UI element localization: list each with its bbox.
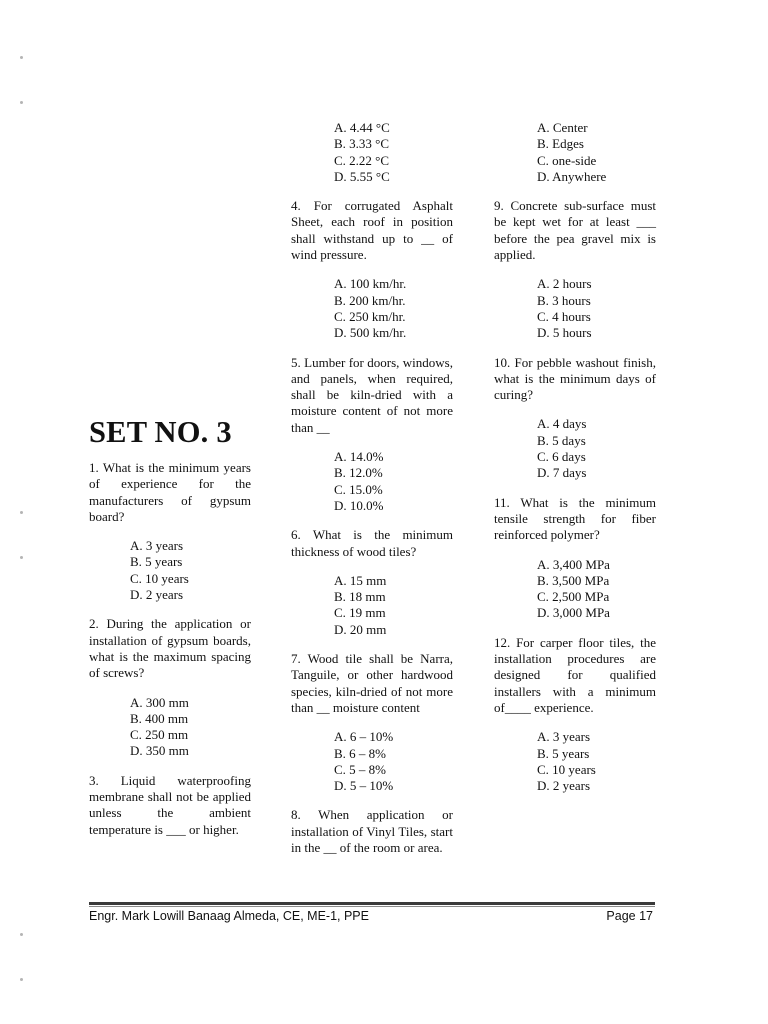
option: C. 250 km/hr. (334, 308, 406, 324)
question-12-options (494, 729, 656, 794)
question-10: 10. For pebble washout finish, what is the minimum days of curing? (494, 354, 656, 403)
question-4-options (291, 276, 453, 341)
option: B. 5 days (537, 432, 586, 448)
option: B. 3.33 °C (334, 136, 390, 152)
option: B. 200 km/hr. (334, 292, 406, 308)
question-2: 2. During the application or installation of gypsum boards, what is the maximum spacing of screws? (89, 616, 251, 681)
option: A. 15 mm (334, 572, 387, 588)
option: C. 5 – 8% (334, 761, 386, 777)
scan-speck (20, 556, 23, 559)
option: D. 2 years (537, 778, 591, 794)
footer-author: Engr. Mark Lowill Banaag Almeda, CE, ME-1, PPE (89, 909, 369, 923)
question-12: 12. For carper floor tiles, the installation procedures are designed for qualified installers with a minimum of____ experience. (494, 634, 656, 715)
option: A. 6 – 10% (334, 729, 394, 745)
question-5-options (291, 449, 453, 514)
scan-speck (20, 101, 23, 104)
option: B. 5 years (130, 554, 183, 570)
option: C. 2,500 MPa (537, 589, 610, 605)
option: B. 3,500 MPa (537, 572, 610, 588)
question-2-options (89, 695, 251, 760)
option: C. 4 hours (537, 308, 591, 324)
option: D. 350 mm (130, 743, 189, 759)
question-1-options (89, 538, 251, 603)
option: D. 20 mm (334, 621, 387, 637)
question-5: 5. Lumber for doors, windows, and panels, when required, shall be kiln-dried with a moisture content of not more than __ (291, 354, 453, 435)
option: B. Edges (537, 136, 584, 152)
question-9-options (494, 276, 656, 341)
option: A. Center (537, 120, 588, 135)
question-4: 4. For corrugated Asphalt Sheet, each roof in position shall withstand up to __ of wind pressure. (291, 198, 453, 263)
option: C. 6 days (537, 449, 586, 465)
option: C. 15.0% (334, 481, 383, 497)
option: D. 10.0% (334, 497, 384, 513)
option: A. 14.0% (334, 449, 384, 465)
right-column (494, 120, 656, 807)
question-8: 8. When application or installation of Vinyl Tiles, start in the __ of the room or area. (291, 807, 453, 855)
footer-divider-thin (89, 906, 655, 907)
option: A. 100 km/hr. (334, 276, 407, 292)
scan-speck (20, 56, 23, 59)
question-7: 7. Wood tile shall be Narra, Tanguile, or other hardwood species, kiln-dried of not more than __ moisture content (291, 651, 453, 715)
question-9: 9. Concrete sub-surface must be kept wet for at least ___ before the pea gravel mix is applied. (494, 198, 656, 263)
option: D. 5 hours (537, 325, 592, 341)
option: A. 4 days (537, 416, 587, 432)
option: C. 10 years (537, 761, 596, 777)
page-number: Page 17 (606, 909, 653, 923)
option: C. 19 mm (334, 605, 386, 621)
middle-column (291, 120, 453, 869)
option: A. 3 years (130, 538, 184, 554)
option: A. 3,400 MPa (537, 556, 610, 572)
footer-divider (89, 902, 655, 905)
scan-speck (20, 978, 23, 981)
option: D. 3,000 MPa (537, 605, 610, 621)
option: A. 2 hours (537, 276, 592, 292)
left-column (89, 414, 251, 851)
option: D. 500 km/hr. (334, 325, 407, 341)
option: B. 3 hours (537, 292, 591, 308)
option: A. 3 years (537, 729, 591, 745)
question-10-options (494, 416, 656, 481)
option: C. 2.22 °C (334, 152, 390, 168)
question-11-options (494, 557, 656, 622)
option: D. 7 days (537, 465, 587, 481)
question-11: 11. What is the minimum tensile strength for fiber reinforced polymer? (494, 494, 656, 543)
option: D. 5.55 °C (334, 168, 390, 184)
option: D. 2 years (130, 587, 184, 603)
option: C. 10 years (130, 570, 189, 586)
option: B. 6 – 8% (334, 745, 386, 761)
option: B. 18 mm (334, 589, 386, 605)
option: C. one-side (537, 152, 597, 168)
option: D. 5 – 10% (334, 778, 394, 794)
option: A. 4.44 °C (334, 120, 390, 135)
option: B. 12.0% (334, 465, 383, 481)
question-7-options (291, 729, 453, 794)
option: D. Anywhere (537, 168, 607, 184)
question-3: 3. Liquid waterproofing membrane shall not be applied unless the ambient temperature is ___ or higher. (89, 772, 251, 837)
question-6-options (291, 573, 453, 638)
question-1: 1. What is the minimum years of experience for the manufacturers of gypsum board? (89, 460, 251, 524)
carried-options-q8 (494, 120, 656, 185)
scan-speck (20, 511, 23, 514)
option: C. 250 mm (130, 727, 189, 743)
option: A. 300 mm (130, 694, 189, 710)
option: B. 5 years (537, 745, 590, 761)
set-title: SET NO. 3 (89, 415, 232, 449)
option: B. 400 mm (130, 710, 189, 726)
question-6: 6. What is the minimum thickness of wood tiles? (291, 527, 453, 559)
scan-speck (20, 933, 23, 936)
carried-options-q3 (291, 120, 453, 185)
